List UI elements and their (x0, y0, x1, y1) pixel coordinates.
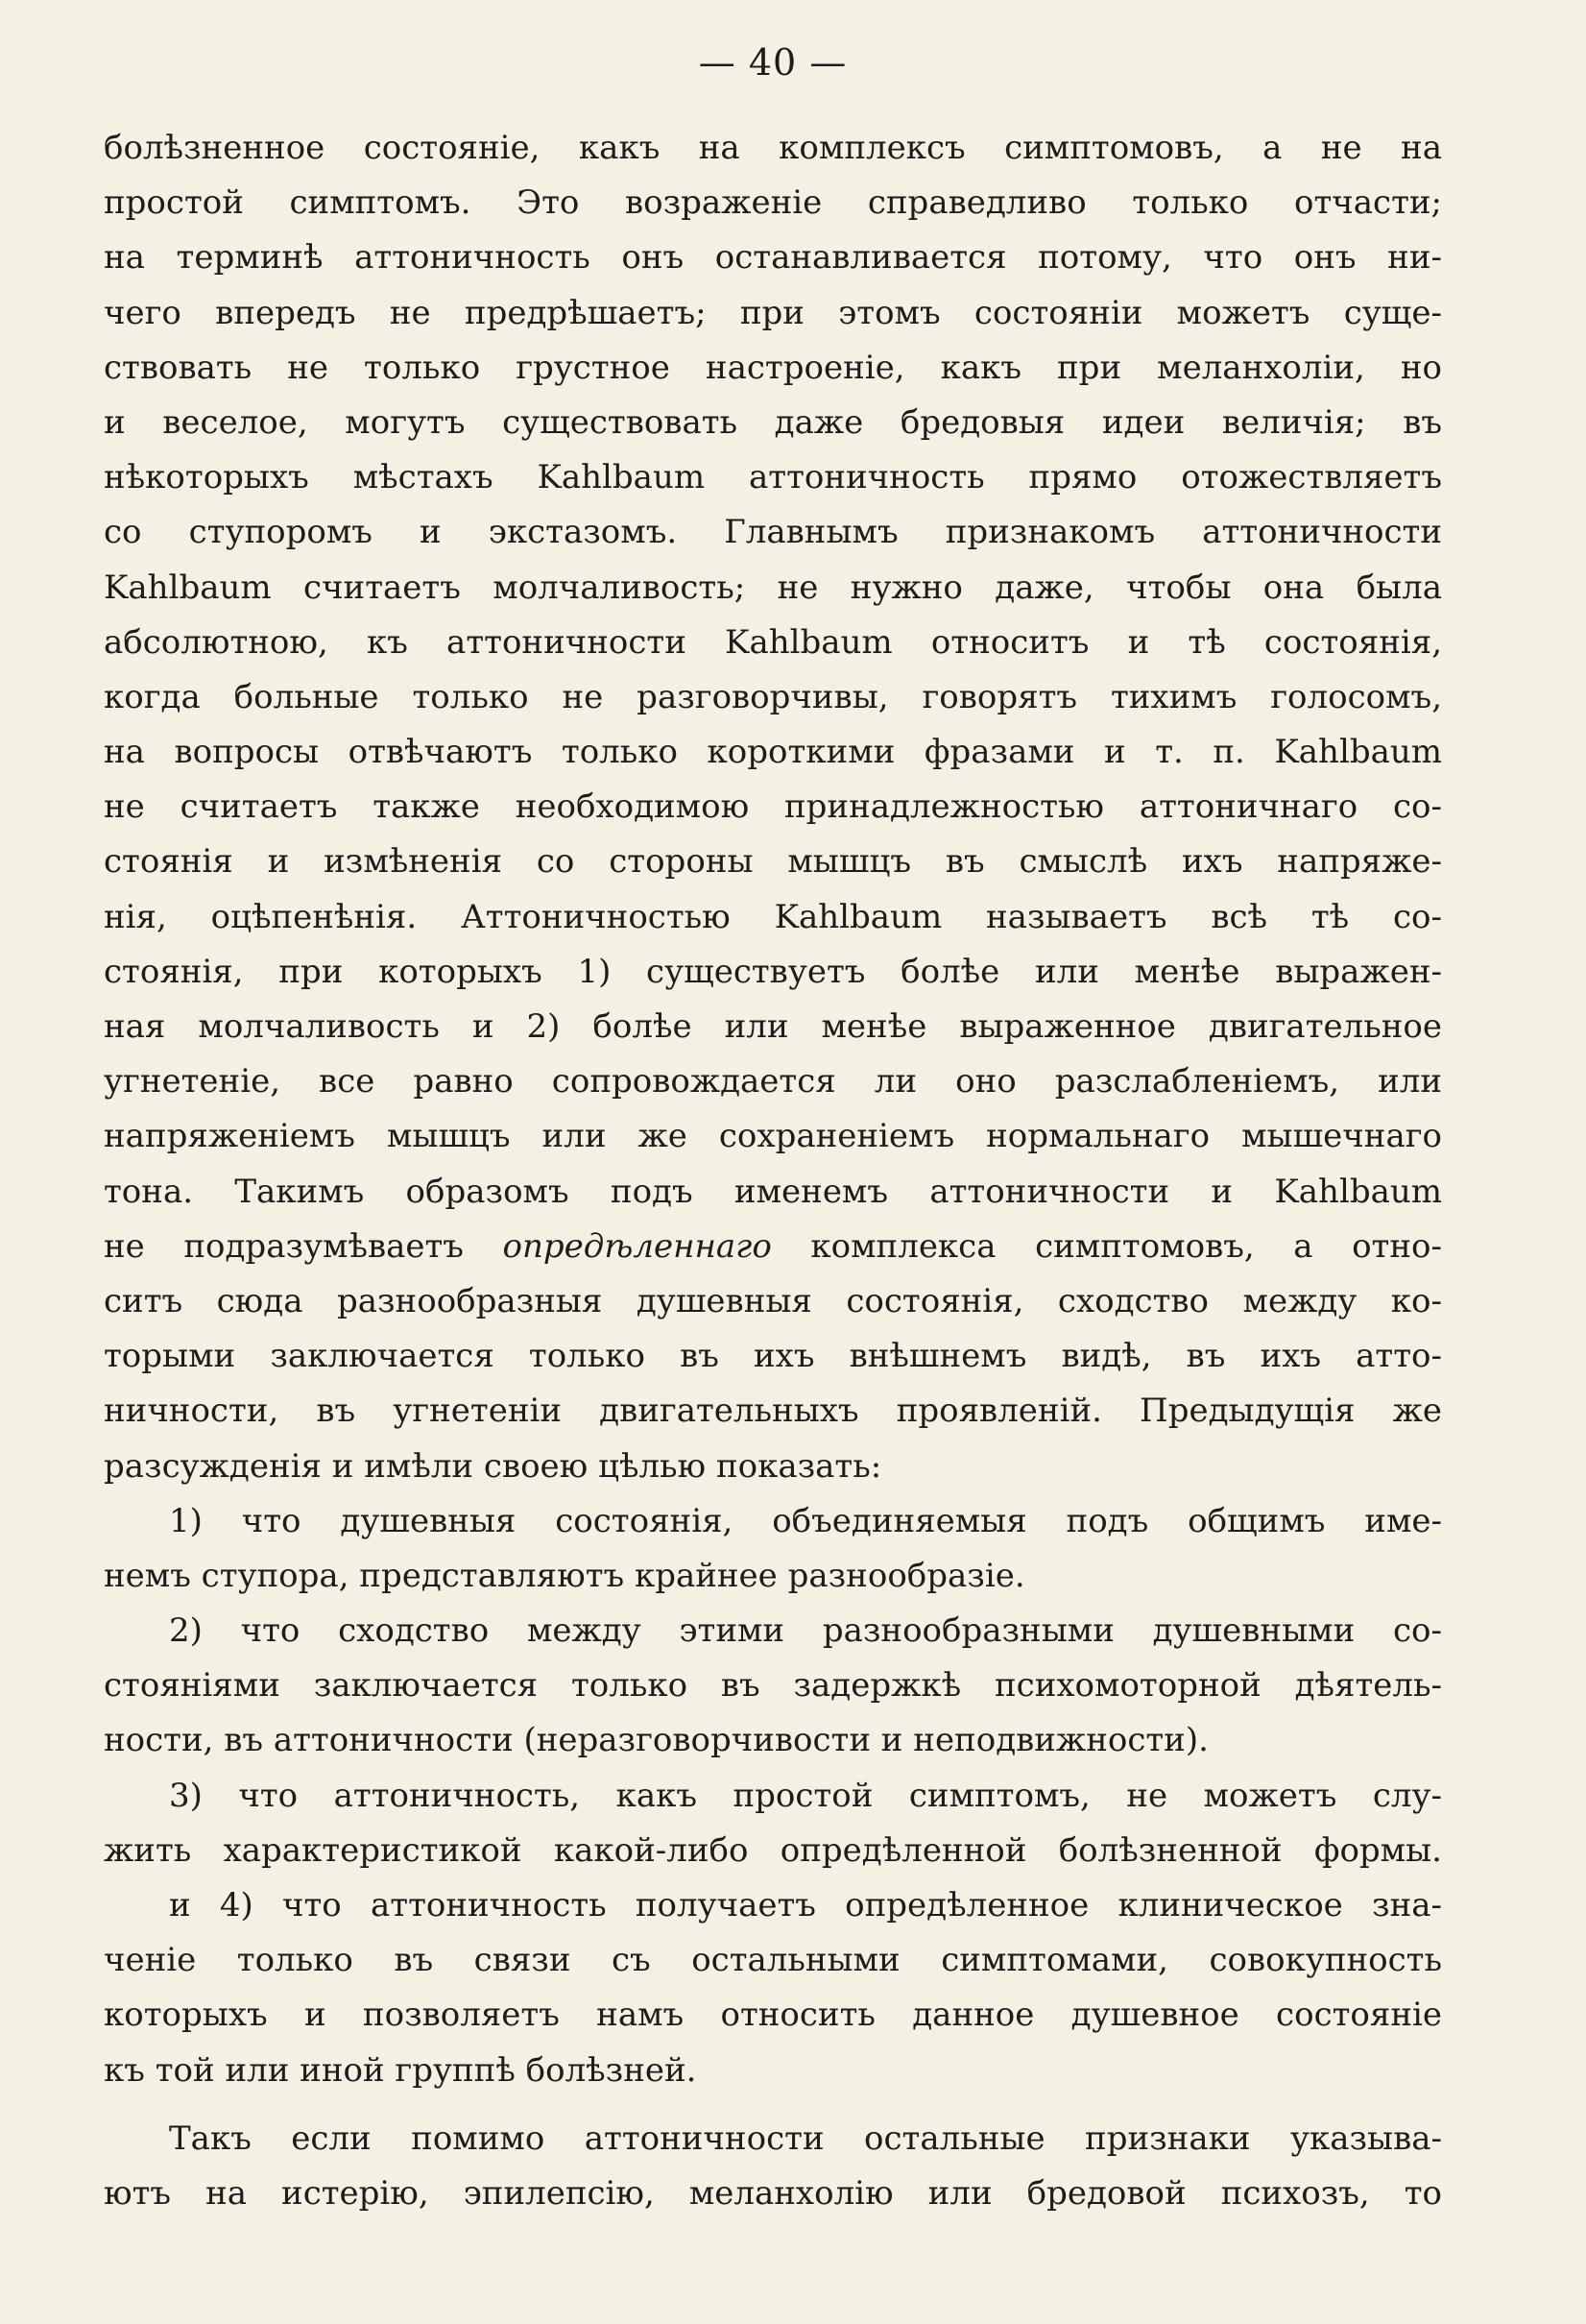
text-line: ченіе только въ связи съ остальными симптомами, совокупность (104, 1941, 1442, 1980)
text-line: ности, въ аттоничности (неразговорчивости и неподвижности). (104, 1721, 1209, 1760)
body-text (104, 121, 1442, 2221)
text-line: ная молчаливость и 2) болѣе или менѣе выраженное двигательное (104, 1007, 1442, 1046)
text-line: стояніями заключается только въ задержкѣ психомоторной дѣятель- (104, 1666, 1442, 1706)
text-line: ствовать не только грустное настроеніе, какъ при меланхоліи, но (104, 348, 1442, 387)
text-line: разсужденія и имѣли своею цѣлью показать: (104, 1446, 882, 1486)
text-line: жить характеристикой какой-либо опредѣленной болѣзненной формы. (104, 1830, 1442, 1870)
line-end: комплекса симптомовъ, а отно- (771, 1226, 1442, 1266)
text-line: и 4) что аттоничность получаетъ опредѣленное клиническое зна- (169, 1886, 1442, 1925)
text-line: чего впередъ не предрѣшаетъ; при этомъ состояніи можетъ суще- (104, 293, 1442, 332)
text-line: ситъ сюда разнообразныя душевныя состоянія, сходство между ко- (104, 1281, 1442, 1320)
text-line: 3) что аттоничность, какъ простой симптомъ, не можетъ слу- (169, 1776, 1442, 1815)
text-line: стоянія и измѣненія со стороны мышцъ въ смыслѣ ихъ напряже- (104, 842, 1442, 882)
text-line: угнетеніе, все равно сопровождается ли оно разслабленіемъ, или (104, 1062, 1442, 1101)
text-line: напряженіемъ мышцъ или же сохраненіемъ нормальнаго мышечнаго (104, 1117, 1442, 1156)
text-line: немъ ступора, представляютъ крайнее разнообразіе. (104, 1556, 1025, 1595)
text-line: 2) что сходство между этими разнообразными душевными со- (169, 1611, 1442, 1651)
text-line: не считаетъ также необходимою принадлежностью аттоничнаго со- (104, 787, 1442, 827)
text-line: болѣзненное состояніе, какъ на комплексъ симптомовъ, а не на (104, 129, 1442, 167)
text-line: которыхъ и позволяетъ намъ относить данное душевное состояніе (104, 1996, 1442, 2035)
paragraph-final (104, 2112, 1442, 2221)
page-number: — 40 — (698, 41, 848, 84)
text-line: Такъ если помимо аттоничности остальные признаки указыва- (169, 2118, 1442, 2158)
text-line: Kahlbaum считаетъ молчаливость; не нужно даже, чтобы она была (104, 568, 1442, 607)
text-line: абсолютною, къ аттоничности Kahlbaum относитъ и тѣ состоянія, (104, 622, 1442, 662)
line-start: не подразумѣваетъ (104, 1226, 503, 1266)
text-line: и веселое, могутъ существовать даже бредовыя идеи величія; въ (104, 402, 1442, 442)
text-line: стоянія, при которыхъ 1) существуетъ болѣе или менѣе выражен- (104, 952, 1442, 991)
text-line: ютъ на истерію, эпилепсію, меланхолію или бредовой психозъ, то (104, 2173, 1442, 2213)
text-line-with-emphasis (104, 1220, 1442, 1274)
paragraph-gap (104, 2098, 1442, 2112)
list-item-3 (104, 1769, 1442, 1878)
list-item-1 (104, 1494, 1442, 1604)
text-line: къ той или иной группѣ болѣзней. (104, 2050, 697, 2090)
text-line: торыми заключается только въ ихъ внѣшнемъ видѣ, въ ихъ атто- (104, 1337, 1442, 1376)
text-line: нѣкоторыхъ мѣстахъ Kahlbaum аттоничность прямо отожествляетъ (104, 458, 1442, 497)
list-item-2 (104, 1604, 1442, 1769)
emphasized-word: опредѣленнаго (502, 1226, 772, 1266)
text-line: ничности, въ угнетеніи двигательныхъ проявленій. Предыдущія же (104, 1392, 1442, 1431)
paragraph-main (104, 121, 1442, 1494)
text-line: на вопросы отвѣчаютъ только короткими фразами и т. п. Kahlbaum (104, 733, 1442, 772)
text-line: на терминѣ аттоничность онъ останавливается потому, что онъ ни- (104, 238, 1442, 278)
text-line: со ступоромъ и экстазомъ. Главнымъ признакомъ аттоничности (104, 513, 1442, 552)
text-line: когда больные только не разговорчивы, говорятъ тихимъ голосомъ, (104, 677, 1442, 716)
text-line: простой симптомъ. Это возраженіе справедливо только отчасти; (104, 183, 1442, 223)
text-line: 1) что душевныя состоянія, объединяемыя подъ общимъ име- (169, 1501, 1442, 1540)
list-item-4 (104, 1878, 1442, 2098)
text-line: тона. Такимъ образомъ подъ именемъ аттоничности и Kahlbaum (104, 1172, 1442, 1211)
text-line: нія, оцѣпенѣнія. Аттоничностью Kahlbaum называетъ всѣ тѣ со- (104, 897, 1442, 936)
